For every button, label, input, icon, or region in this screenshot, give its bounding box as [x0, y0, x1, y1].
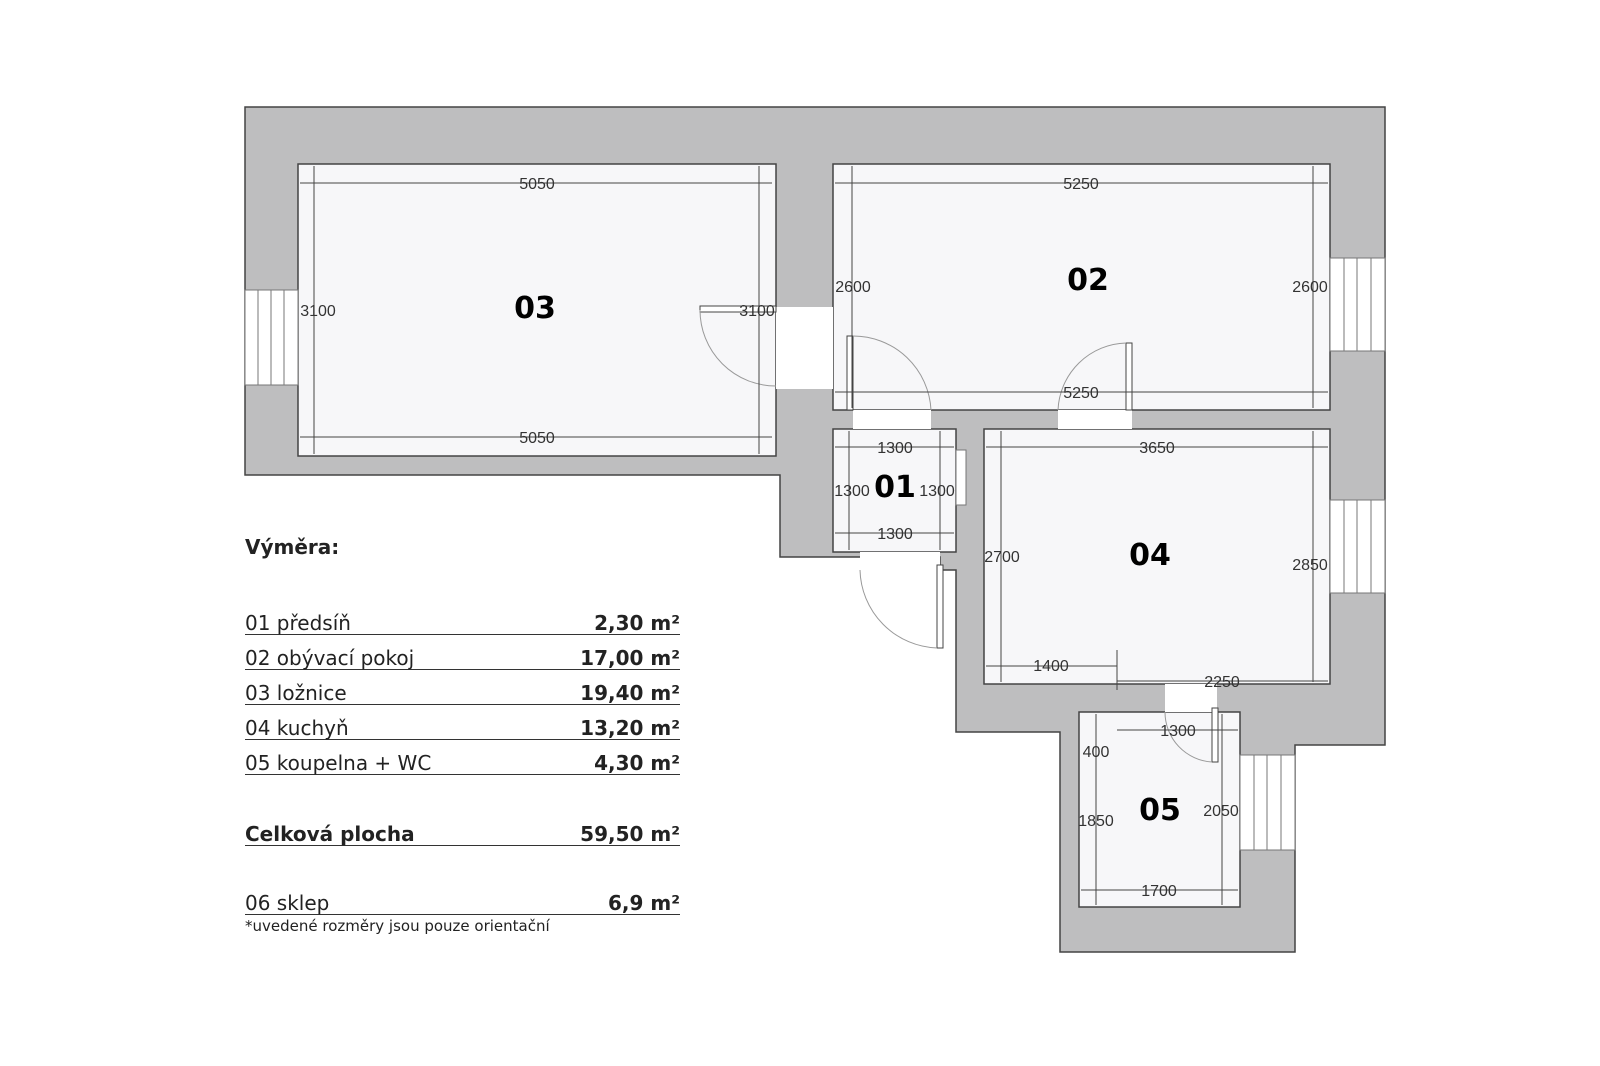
legend-value: 2,30 m² [594, 611, 680, 635]
dim-r01-bottom: 1300 [877, 526, 913, 543]
legend-value: 13,20 m² [580, 716, 680, 740]
legend-value: 4,30 m² [594, 751, 680, 775]
legend-label: 05 koupelna + WC [245, 751, 432, 775]
window-01 [956, 450, 966, 505]
dim-r04-bottom-b: 2250 [1204, 674, 1240, 691]
legend-label: 02 obývací pokoj [245, 646, 415, 670]
room-number-01: 01 [874, 470, 916, 505]
legend-cellar-value: 6,9 m² [608, 891, 680, 915]
legend-label: 01 předsíň [245, 611, 351, 635]
legend-row-02 [245, 637, 680, 670]
dim-r05-bottom: 1700 [1141, 883, 1177, 900]
dim-r02-top: 5250 [1063, 176, 1099, 193]
dim-r03-right: 3100 [739, 303, 775, 320]
legend-title: Výměra: [245, 535, 340, 559]
dim-r04-bottom-a: 1400 [1033, 658, 1069, 675]
legend-cellar-label: 06 sklep [245, 891, 330, 915]
dim-r01-right: 1300 [919, 483, 955, 500]
dim-r02-bottom: 5250 [1063, 385, 1099, 402]
dim-r02-left: 2600 [835, 279, 871, 296]
legend-row-03 [245, 672, 680, 705]
dim-r04-top: 3650 [1139, 440, 1175, 457]
dim-r05-right: 2050 [1203, 803, 1239, 820]
dim-r04-right: 2850 [1292, 557, 1328, 574]
dim-r03-left: 3100 [300, 303, 336, 320]
legend-row-04 [245, 707, 680, 740]
area-legend [245, 535, 680, 935]
dim-r05-top: 1300 [1160, 723, 1196, 740]
dim-r01-top: 1300 [877, 440, 913, 457]
dim-r04-left: 2700 [984, 549, 1020, 566]
legend-row-05 [245, 742, 680, 775]
dim-r05-left: 1850 [1078, 813, 1114, 830]
legend-cellar-row [245, 882, 680, 915]
dim-r05-left-small: 400 [1082, 744, 1110, 761]
room-number-04: 04 [1129, 538, 1171, 573]
dim-r01-left: 1300 [834, 483, 870, 500]
legend-value: 17,00 m² [580, 646, 680, 670]
door-01 [860, 565, 943, 648]
dim-r03-top: 5050 [519, 176, 555, 193]
legend-row-01 [245, 602, 680, 635]
room-number-02: 02 [1067, 263, 1109, 298]
room-number-05: 05 [1139, 793, 1181, 828]
legend-total-row [245, 813, 680, 846]
legend-label: 03 ložnice [245, 681, 347, 705]
legend-value: 19,40 m² [580, 681, 680, 705]
legend-total-value: 59,50 m² [580, 822, 680, 846]
legend-total-label: Celková plocha [245, 822, 415, 846]
dim-r02-right: 2600 [1292, 279, 1328, 296]
dim-r03-bottom: 5050 [519, 430, 555, 447]
legend-note: *uvedené rozměry jsou pouze orientační [245, 917, 550, 935]
room-number-03: 03 [514, 291, 556, 326]
legend-label: 04 kuchyň [245, 716, 349, 740]
